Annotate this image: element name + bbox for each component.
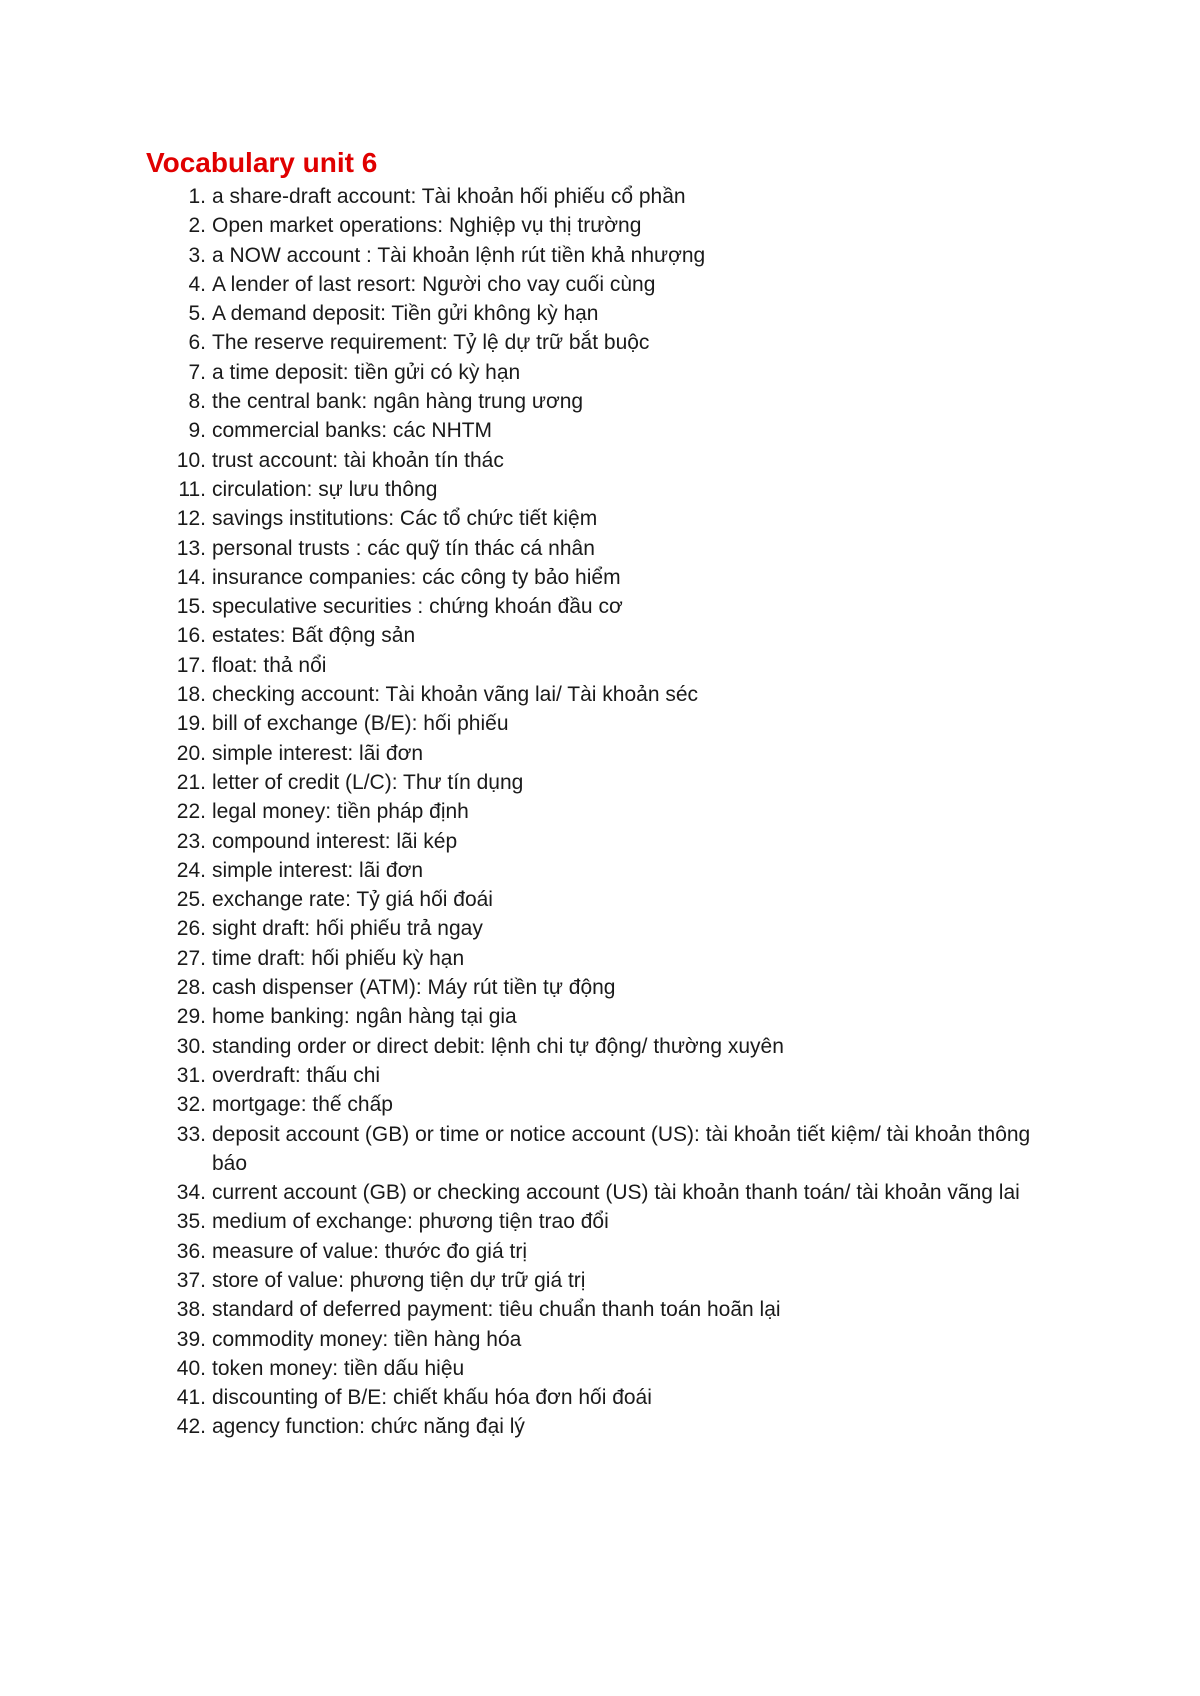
list-item-number: 14. [176,565,206,589]
list-item-text: simple interest: lãi đơn [212,741,424,765]
list-item [0,534,1200,563]
list-item-number: 4. [188,272,206,296]
list-item-text: a time deposit: tiền gửi có kỳ hạn [212,360,521,384]
list-item-text: the central bank: ngân hàng trung ương [212,390,584,414]
list-item-number: 2. [188,214,206,238]
list-item [0,182,1200,211]
list-item-text: personal trusts : các quỹ tín thác cá nhân [212,536,595,560]
list-item-number: 8. [188,390,206,414]
list-item-number: 13. [176,536,206,560]
list-item [0,475,1200,504]
list-item-number: 41. [176,1386,206,1410]
list-item-text: cash dispenser (ATM): Máy rút tiền tự động [212,976,616,1000]
list-item-number: 36. [176,1239,206,1263]
list-item-number: 39. [176,1327,206,1351]
list-item-text: standard of deferred payment: tiêu chuẩn thanh toán hoãn lại [212,1298,781,1322]
list-item-text: insurance companies: các công ty bảo hiểm [212,565,621,589]
list-item [0,563,1200,592]
list-item [0,621,1200,650]
list-item-text: commercial banks: các NHTM [212,419,493,443]
list-item [0,1090,1200,1119]
list-item [0,416,1200,445]
list-item-text: a NOW account : Tài khoản lệnh rút tiền khả nhượng [212,243,706,267]
list-item-text: store of value: phương tiện dự trữ giá trị [212,1268,586,1292]
list-item-text: compound interest: lãi kép [212,829,458,853]
list-item [0,241,1200,270]
list-item-text: a share-draft account: Tài khoản hối phiếu cổ phần [212,185,686,208]
list-item-text: The reserve requirement: Tỷ lệ dự trữ bắt buộc [212,331,650,355]
list-item-text: savings institutions: Các tổ chức tiết kiệm [212,507,598,531]
list-item-text: A demand deposit: Tiền gửi không kỳ hạn [212,302,599,326]
list-item-number: 5. [188,302,206,326]
list-item-number: 1. [188,185,206,208]
list-item [0,885,1200,914]
list-item [0,914,1200,943]
list-item-text: trust account: tài khoản tín thác [212,448,504,472]
list-item-number: 32. [176,1093,206,1117]
list-item [0,1120,1200,1179]
list-item-number: 18. [176,683,206,707]
list-item [0,827,1200,856]
list-item [0,1237,1200,1266]
list-item [0,387,1200,416]
list-item-number: 26. [176,917,206,941]
list-item [0,270,1200,299]
list-item-text: speculative securities : chứng khoán đầu cơ [212,595,623,619]
list-item-number: 12. [176,507,206,531]
list-item-text: home banking: ngân hàng tại gia [212,1005,517,1029]
list-item-text: time draft: hối phiếu kỳ hạn [212,946,465,970]
list-item [0,973,1200,1002]
list-item-text: measure of value: thước đo giá trị [212,1239,527,1263]
list-item-number: 34. [176,1181,206,1205]
list-item [0,1354,1200,1383]
list-item-number: 29. [176,1005,206,1029]
list-item-text: letter of credit (L/C): Thư tín dụng [212,770,524,794]
list-item [0,1061,1200,1090]
list-item-text: standing order or direct debit: lệnh chi tự động/ thường xuyên [212,1034,784,1058]
list-item [0,1207,1200,1236]
list-item-number: 20. [176,741,206,765]
list-item-number: 11. [178,477,206,501]
list-item-text: deposit account (GB) or time or notice account (US): tài khoản tiết kiệm/ tài khoản thông báo [212,1122,1031,1175]
list-item [0,856,1200,885]
list-item-number: 35. [176,1210,206,1234]
list-item [0,651,1200,680]
list-item-text: A lender of last resort: Người cho vay cuối cùng [212,272,656,296]
list-item-text: bill of exchange (B/E): hối phiếu [212,712,509,736]
list-item-number: 28. [176,976,206,1000]
list-item-number: 3. [188,243,206,267]
list-item-number: 38. [176,1298,206,1322]
document-title: Vocabulary unit 6 [146,147,378,178]
list-item-text: agency function: chức năng đại lý [212,1415,525,1439]
list-item-number: 40. [176,1356,206,1380]
list-item-number: 6. [188,331,206,355]
list-item [0,739,1200,768]
list-item [0,1325,1200,1354]
list-item-number: 33. [176,1122,206,1146]
list-item-number: 22. [176,800,206,824]
list-item-number: 27. [176,946,206,970]
list-item [0,1266,1200,1295]
list-item-text: Open market operations: Nghiệp vụ thị trường [212,214,642,238]
list-item-number: 42. [176,1415,206,1439]
list-item [0,592,1200,621]
list-item [0,1295,1200,1324]
list-item [0,797,1200,826]
list-item [0,1178,1200,1207]
list-item-text: current account (GB) or checking account (US) tài khoản thanh toán/ tài khoản vãng lai [212,1181,1020,1205]
list-item [0,299,1200,328]
list-item-number: 15. [176,595,206,619]
vocabulary-list [0,182,1200,1442]
list-item-text: legal money: tiền pháp định [212,800,469,824]
list-item-text: checking account: Tài khoản vãng lai/ Tài khoản séc [212,683,699,707]
list-item [0,1032,1200,1061]
list-item-number: 19. [176,712,206,736]
list-item-number: 10. [176,448,206,472]
list-item [0,1383,1200,1412]
list-item [0,328,1200,357]
list-item-text: mortgage: thế chấp [212,1093,393,1117]
list-item [0,1002,1200,1031]
list-item-text: medium of exchange: phương tiện trao đổi [212,1210,609,1234]
list-item-text: sight draft: hối phiếu trả ngay [212,917,483,941]
list-item-text: discounting of B/E: chiết khấu hóa đơn hối đoái [212,1386,652,1410]
list-item-number: 23. [176,829,206,853]
list-item-text: circulation: sự lưu thông [212,477,438,501]
list-item [0,768,1200,797]
list-item-number: 30. [176,1034,206,1058]
list-item-number: 37. [176,1268,206,1292]
list-item [0,446,1200,475]
list-item-number: 21. [176,770,206,794]
list-item-text: commodity money: tiền hàng hóa [212,1327,522,1351]
list-item-text: exchange rate: Tỷ giá hối đoái [212,888,493,912]
list-item-number: 16. [176,624,206,648]
list-item [0,1412,1200,1441]
list-item [0,358,1200,387]
list-item-number: 9. [188,419,206,443]
list-item [0,211,1200,240]
list-item [0,504,1200,533]
list-item-text: float: thả nổi [212,653,327,677]
list-item-number: 24. [176,858,206,882]
list-item-number: 17. [176,653,206,677]
list-item-text: estates: Bất động sản [212,624,416,648]
list-item-text: overdraft: thấu chi [212,1063,381,1087]
list-item-number: 31. [176,1063,206,1087]
list-item [0,944,1200,973]
list-item-number: 25. [176,888,206,912]
list-item [0,709,1200,738]
list-item-number: 7. [188,360,206,384]
list-item-text: token money: tiền dấu hiệu [212,1356,465,1380]
list-item [0,680,1200,709]
list-item-text: simple interest: lãi đơn [212,858,424,882]
